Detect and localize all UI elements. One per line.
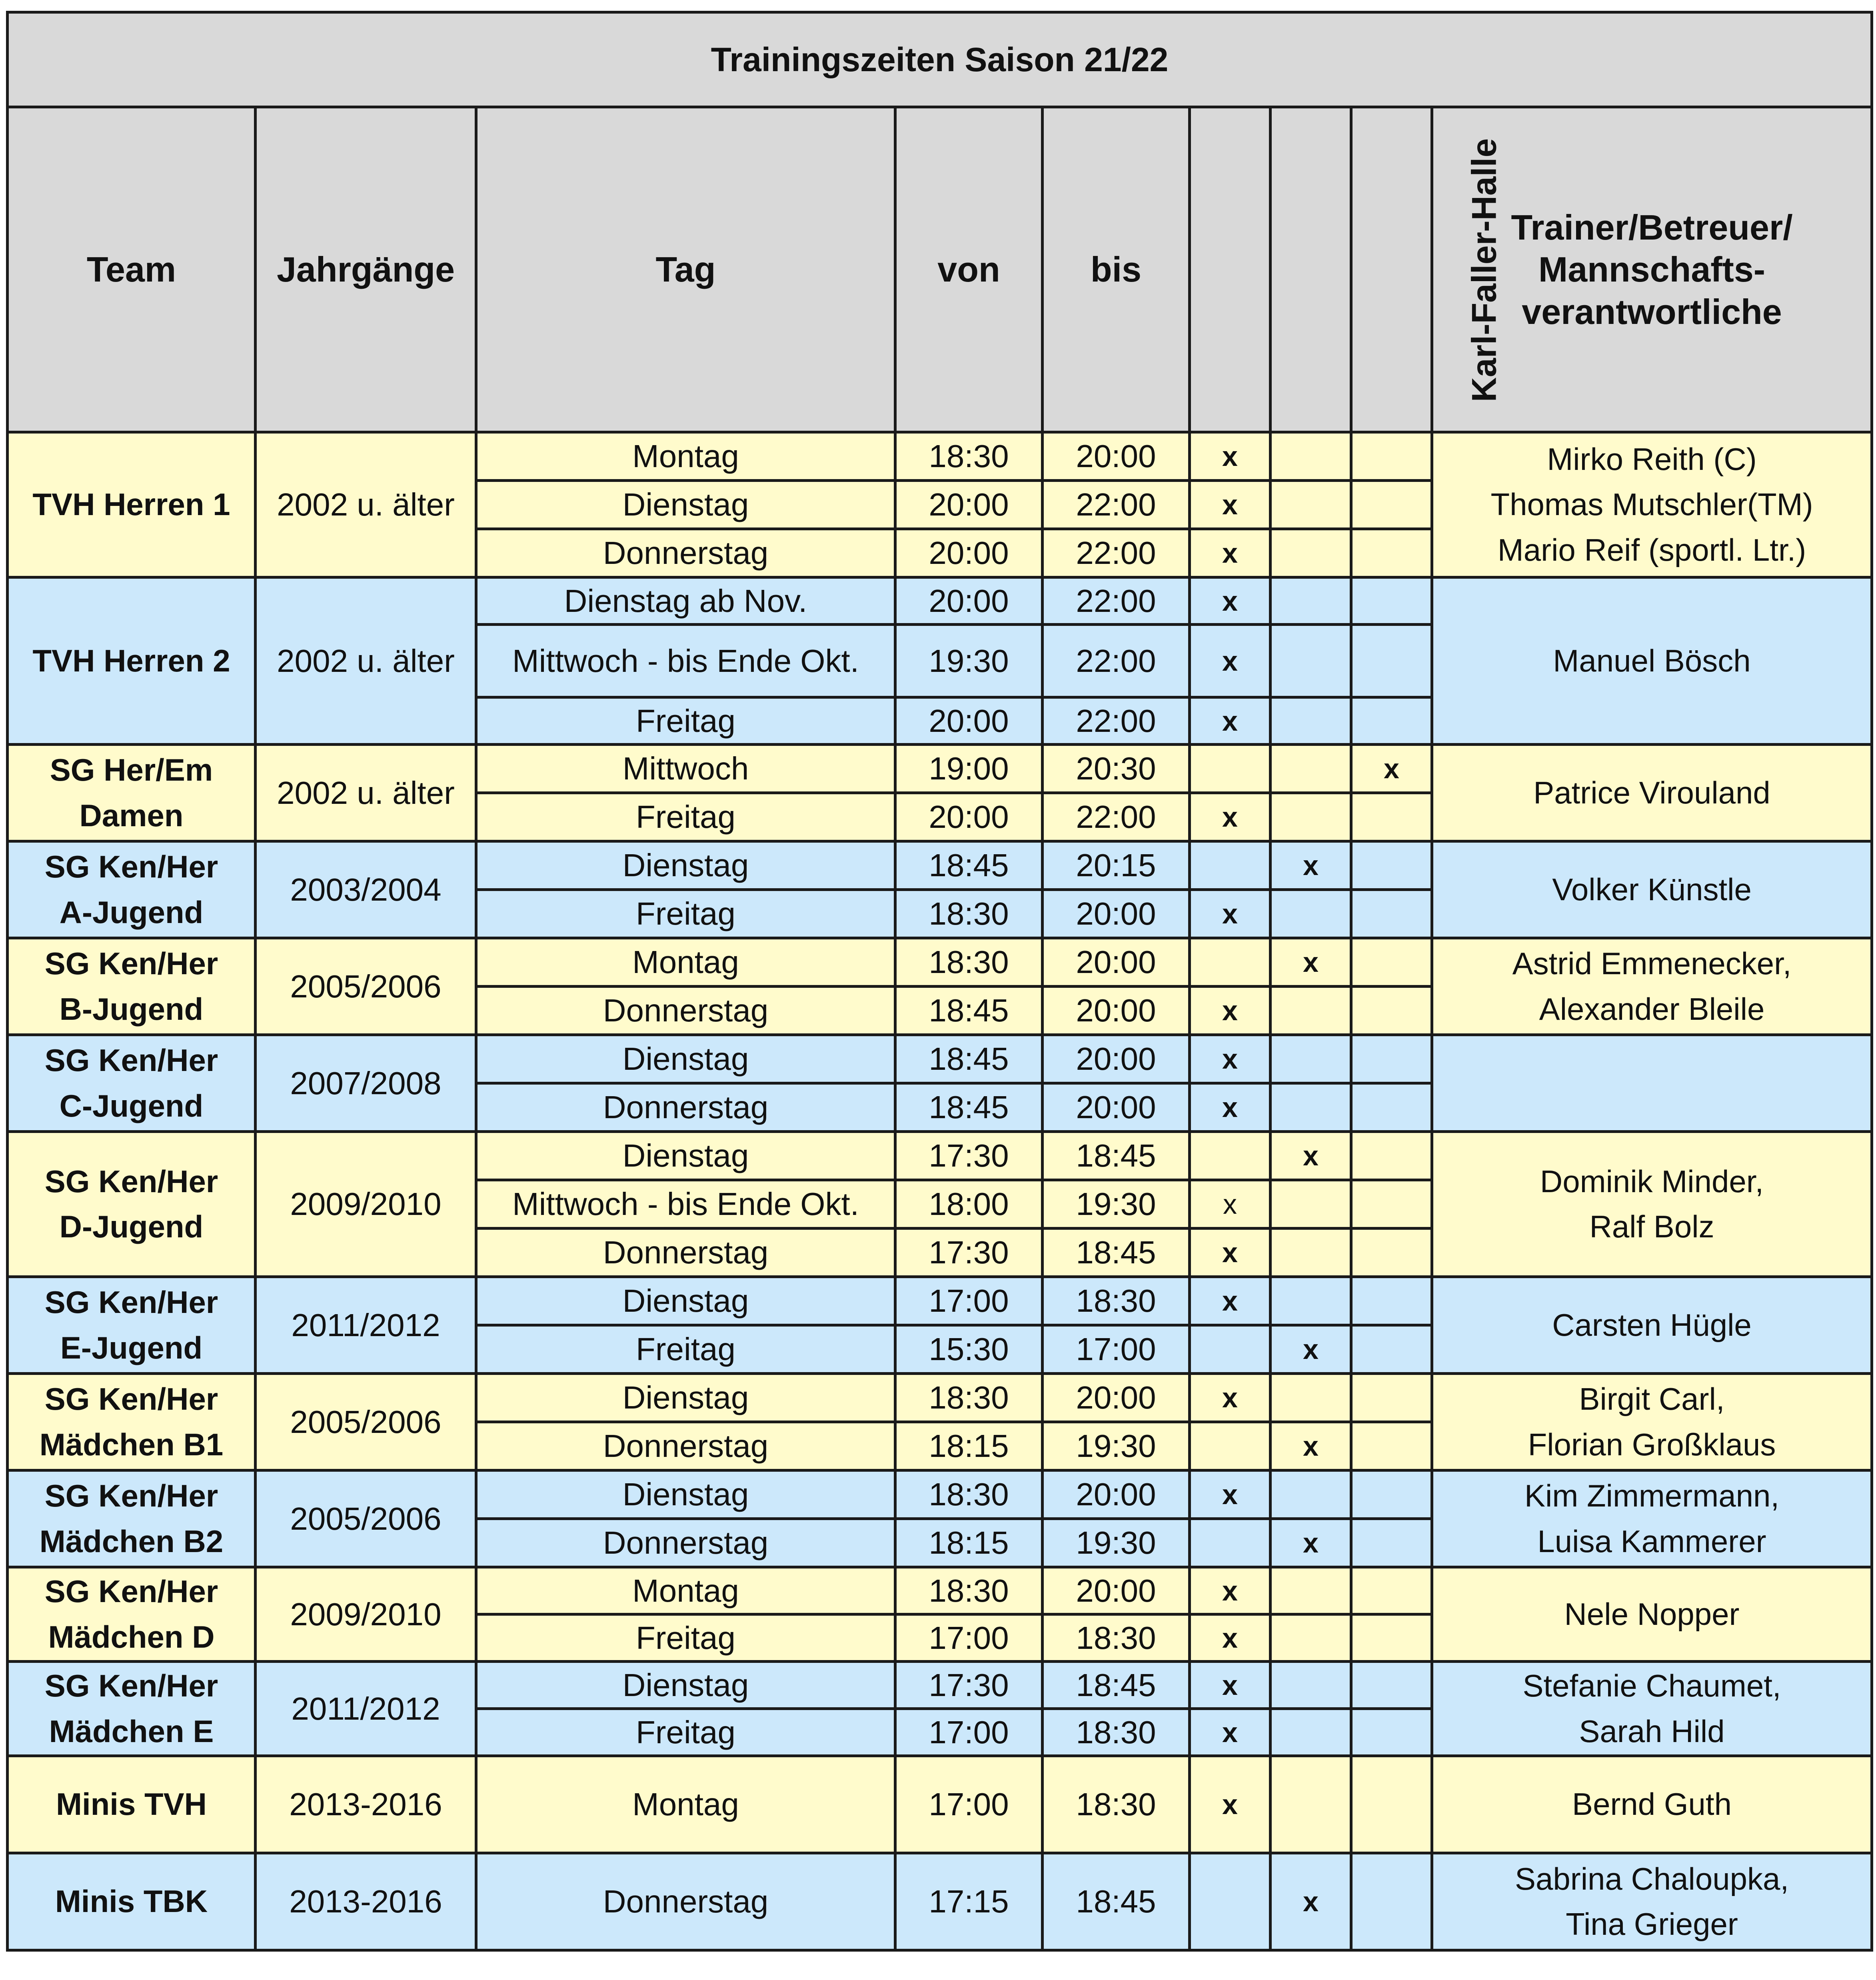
- uesenberhalle-mark: [1271, 1180, 1351, 1229]
- team-cell: [8, 577, 256, 745]
- trainer-cell: [1432, 938, 1872, 1035]
- team-cell: [8, 1853, 256, 1950]
- table-row: [8, 1277, 1872, 1325]
- uesenberhalle-mark: [1271, 1471, 1351, 1519]
- trainer-cell: [1432, 1662, 1872, 1756]
- bis-cell: 18:30: [1043, 1709, 1190, 1756]
- team-cell: [8, 841, 256, 938]
- team-name-line: Damen: [79, 797, 184, 833]
- bis-cell: 18:30: [1043, 1614, 1190, 1662]
- jahrgaenge-cell: 2002 u. älter: [256, 745, 476, 841]
- uesenberhalle-mark: x: [1271, 1422, 1351, 1471]
- team-name-line: D-Jugend: [59, 1209, 204, 1244]
- bis-cell: 19:30: [1043, 1422, 1190, 1471]
- jahrgaenge-cell: 2005/2006: [256, 938, 476, 1035]
- trainer-name-line: Volker Künstle: [1552, 871, 1752, 907]
- tag-cell: Dienstag: [476, 1035, 895, 1083]
- breisgauhalle-mark: x: [1190, 1471, 1271, 1519]
- breisgauhalle-mark: x: [1190, 890, 1271, 938]
- header-halle-breisgauhalle: [1190, 107, 1271, 432]
- uesenberhalle-mark: x: [1271, 1853, 1351, 1950]
- karl-faller-halle-mark: [1351, 1662, 1432, 1709]
- uesenberhalle-mark: [1271, 793, 1351, 841]
- trainer-cell: [1432, 745, 1872, 841]
- team-name-line: SG Ken/Her: [44, 1043, 218, 1078]
- team-name-line: SG Ken/Her: [44, 1668, 218, 1704]
- von-cell: 15:30: [895, 1325, 1043, 1374]
- von-cell: 19:30: [895, 625, 1043, 697]
- bis-cell: 18:30: [1043, 1756, 1190, 1853]
- tag-cell: Mittwoch: [476, 745, 895, 793]
- tag-cell: Freitag: [476, 1325, 895, 1374]
- team-cell: [8, 1567, 256, 1662]
- team-name-line: C-Jugend: [59, 1088, 204, 1123]
- header-team: Team: [8, 107, 256, 432]
- karl-faller-halle-mark: [1351, 1083, 1432, 1132]
- uesenberhalle-mark: [1271, 1229, 1351, 1277]
- bis-cell: 22:00: [1043, 577, 1190, 625]
- table-row: [8, 938, 1872, 987]
- von-cell: 18:30: [895, 890, 1043, 938]
- breisgauhalle-mark: x: [1190, 987, 1271, 1035]
- header-von: von: [895, 107, 1043, 432]
- team-name-line: Mädchen E: [49, 1713, 214, 1749]
- von-cell: 17:00: [895, 1709, 1043, 1756]
- jahrgaenge-cell: 2013-2016: [256, 1853, 476, 1950]
- bis-cell: 20:00: [1043, 938, 1190, 987]
- trainer-name-line: Sarah Hild: [1579, 1713, 1725, 1749]
- von-cell: 17:30: [895, 1229, 1043, 1277]
- von-cell: 18:45: [895, 1035, 1043, 1083]
- von-cell: 20:00: [895, 697, 1043, 745]
- karl-faller-halle-mark: [1351, 625, 1432, 697]
- trainer-name-line: Astrid Emmenecker,: [1512, 946, 1792, 981]
- trainer-name-line: Bernd Guth: [1572, 1786, 1732, 1822]
- breisgauhalle-mark: [1190, 1325, 1271, 1374]
- team-name-line: SG Ken/Her: [44, 1478, 218, 1514]
- tag-cell: Montag: [476, 432, 895, 481]
- team-cell: [8, 1374, 256, 1471]
- team-name-line: TVH Herren 2: [32, 643, 230, 678]
- tag-cell: Dienstag: [476, 1277, 895, 1325]
- team-cell: [8, 938, 256, 1035]
- von-cell: 20:00: [895, 529, 1043, 577]
- trainer-name-line: Stefanie Chaumet,: [1522, 1668, 1781, 1704]
- tag-cell: Donnerstag: [476, 1519, 895, 1567]
- breisgauhalle-mark: x: [1190, 1614, 1271, 1662]
- karl-faller-halle-mark: [1351, 1567, 1432, 1614]
- uesenberhalle-mark: [1271, 745, 1351, 793]
- karl-faller-halle-mark: [1351, 577, 1432, 625]
- von-cell: 20:00: [895, 793, 1043, 841]
- von-cell: 18:30: [895, 1374, 1043, 1422]
- tag-cell: Dienstag: [476, 1132, 895, 1180]
- tag-cell: Donnerstag: [476, 1083, 895, 1132]
- trainer-name-line: Manuel Bösch: [1553, 643, 1751, 678]
- karl-faller-halle-mark: [1351, 481, 1432, 529]
- breisgauhalle-mark: [1190, 1853, 1271, 1950]
- table-row: [8, 1853, 1872, 1950]
- team-cell: [8, 1277, 256, 1374]
- breisgauhalle-mark: [1190, 745, 1271, 793]
- header-halle-label: Karl-Faller-Halle: [1465, 138, 1504, 402]
- trainer-cell: [1432, 1471, 1872, 1567]
- von-cell: 18:45: [895, 987, 1043, 1035]
- trainer-name-line: Dominik Minder,: [1540, 1163, 1764, 1199]
- breisgauhalle-mark: x: [1190, 625, 1271, 697]
- uesenberhalle-mark: [1271, 529, 1351, 577]
- breisgauhalle-mark: x: [1190, 1083, 1271, 1132]
- bis-cell: 20:00: [1043, 1035, 1190, 1083]
- uesenberhalle-mark: [1271, 890, 1351, 938]
- tag-cell: Dienstag: [476, 1374, 895, 1422]
- jahrgaenge-cell: 2009/2010: [256, 1132, 476, 1277]
- von-cell: 18:45: [895, 841, 1043, 890]
- von-cell: 18:30: [895, 938, 1043, 987]
- tag-cell: Dienstag: [476, 481, 895, 529]
- trainer-cell: [1432, 1756, 1872, 1853]
- jahrgaenge-cell: 2005/2006: [256, 1374, 476, 1471]
- von-cell: 18:15: [895, 1519, 1043, 1567]
- jahrgaenge-cell: 2009/2010: [256, 1567, 476, 1662]
- von-cell: 18:45: [895, 1083, 1043, 1132]
- von-cell: 20:00: [895, 577, 1043, 625]
- karl-faller-halle-mark: [1351, 793, 1432, 841]
- bis-cell: 22:00: [1043, 481, 1190, 529]
- tag-cell: Donnerstag: [476, 987, 895, 1035]
- trainer-name-line: Kim Zimmermann,: [1524, 1478, 1780, 1514]
- breisgauhalle-mark: x: [1190, 697, 1271, 745]
- tag-cell: Mittwoch - bis Ende Okt.: [476, 1180, 895, 1229]
- team-name-line: SG Her/Em: [50, 752, 213, 788]
- bis-cell: 18:45: [1043, 1853, 1190, 1950]
- trainer-cell: [1432, 1277, 1872, 1374]
- table-row: [8, 745, 1872, 793]
- jahrgaenge-cell: 2011/2012: [256, 1662, 476, 1756]
- karl-faller-halle-mark: [1351, 1132, 1432, 1180]
- table-row: [8, 1132, 1872, 1180]
- uesenberhalle-mark: x: [1271, 938, 1351, 987]
- tag-cell: Dienstag: [476, 1471, 895, 1519]
- von-cell: 18:30: [895, 1471, 1043, 1519]
- breisgauhalle-mark: [1190, 938, 1271, 987]
- team-cell: [8, 1756, 256, 1853]
- header-jahrgaenge: Jahrgänge: [256, 107, 476, 432]
- table-row: [8, 841, 1872, 890]
- von-cell: 19:00: [895, 745, 1043, 793]
- jahrgaenge-cell: 2005/2006: [256, 1471, 476, 1567]
- uesenberhalle-mark: [1271, 1756, 1351, 1853]
- trainer-name-line: Tina Grieger: [1566, 1906, 1738, 1942]
- table-row: [8, 1374, 1872, 1422]
- team-name-line: A-Jugend: [59, 894, 204, 930]
- team-cell: [8, 1662, 256, 1756]
- table-row: [8, 577, 1872, 625]
- uesenberhalle-mark: [1271, 1277, 1351, 1325]
- trainer-name-line: Ralf Bolz: [1589, 1209, 1714, 1244]
- header-trainer-line: Mannschafts-: [1538, 250, 1766, 290]
- tag-cell: Donnerstag: [476, 1853, 895, 1950]
- header-bis: bis: [1043, 107, 1190, 432]
- trainer-name-line: Florian Großklaus: [1528, 1427, 1776, 1462]
- tag-cell: Donnerstag: [476, 1422, 895, 1471]
- team-name-line: SG Ken/Her: [44, 1163, 218, 1199]
- bis-cell: 20:15: [1043, 841, 1190, 890]
- breisgauhalle-mark: [1190, 1519, 1271, 1567]
- trainer-name-line: Alexander Bleile: [1539, 991, 1765, 1027]
- uesenberhalle-mark: [1271, 625, 1351, 697]
- karl-faller-halle-mark: [1351, 938, 1432, 987]
- karl-faller-halle-mark: [1351, 841, 1432, 890]
- tag-cell: Montag: [476, 1567, 895, 1614]
- von-cell: 20:00: [895, 481, 1043, 529]
- karl-faller-halle-mark: [1351, 1374, 1432, 1422]
- breisgauhalle-mark: x: [1190, 577, 1271, 625]
- team-cell: [8, 432, 256, 577]
- karl-faller-halle-mark: [1351, 1853, 1432, 1950]
- uesenberhalle-mark: x: [1271, 841, 1351, 890]
- trainer-name-line: Sabrina Chaloupka,: [1514, 1861, 1789, 1896]
- karl-faller-halle-mark: [1351, 1277, 1432, 1325]
- header-trainer-line: verantwortliche: [1522, 292, 1782, 332]
- von-cell: 17:30: [895, 1662, 1043, 1709]
- uesenberhalle-mark: x: [1271, 1519, 1351, 1567]
- trainer-name-line: Carsten Hügle: [1552, 1307, 1752, 1343]
- karl-faller-halle-mark: [1351, 1035, 1432, 1083]
- team-name-line: TVH Herren 1: [32, 487, 230, 522]
- karl-faller-halle-mark: [1351, 1180, 1432, 1229]
- team-name-line: Mädchen D: [48, 1619, 215, 1654]
- uesenberhalle-mark: x: [1271, 1132, 1351, 1180]
- tag-cell: Dienstag: [476, 841, 895, 890]
- karl-faller-halle-mark: [1351, 432, 1432, 481]
- bis-cell: 22:00: [1043, 697, 1190, 745]
- uesenberhalle-mark: [1271, 1083, 1351, 1132]
- header-trainer-line: Trainer/Betreuer/: [1511, 207, 1793, 247]
- tag-cell: Montag: [476, 1756, 895, 1853]
- table-row: [8, 1567, 1872, 1614]
- bis-cell: 20:00: [1043, 1567, 1190, 1614]
- breisgauhalle-mark: x: [1190, 1374, 1271, 1422]
- header-tag: Tag: [476, 107, 895, 432]
- tag-cell: Freitag: [476, 1614, 895, 1662]
- tag-cell: Montag: [476, 938, 895, 987]
- breisgauhalle-mark: x: [1190, 432, 1271, 481]
- trainer-name-line: Patrice Virouland: [1533, 775, 1770, 810]
- breisgauhalle-mark: [1190, 1132, 1271, 1180]
- uesenberhalle-mark: [1271, 1709, 1351, 1756]
- breisgauhalle-mark: [1190, 841, 1271, 890]
- table-row: [8, 1756, 1872, 1853]
- trainer-cell: [1432, 1374, 1872, 1471]
- bis-cell: 18:45: [1043, 1132, 1190, 1180]
- breisgauhalle-mark: x: [1190, 1567, 1271, 1614]
- trainer-cell: [1432, 432, 1872, 577]
- uesenberhalle-mark: [1271, 1374, 1351, 1422]
- bis-cell: 20:00: [1043, 987, 1190, 1035]
- von-cell: 18:00: [895, 1180, 1043, 1229]
- team-name-line: Minis TVH: [56, 1786, 207, 1822]
- von-cell: 17:00: [895, 1614, 1043, 1662]
- team-cell: [8, 1035, 256, 1132]
- trainer-cell: [1432, 1035, 1872, 1132]
- breisgauhalle-mark: x: [1190, 1662, 1271, 1709]
- jahrgaenge-cell: 2013-2016: [256, 1756, 476, 1853]
- uesenberhalle-mark: [1271, 987, 1351, 1035]
- karl-faller-halle-mark: x: [1351, 745, 1432, 793]
- trainer-cell: [1432, 577, 1872, 745]
- uesenberhalle-mark: [1271, 577, 1351, 625]
- von-cell: 17:00: [895, 1277, 1043, 1325]
- breisgauhalle-mark: x: [1190, 529, 1271, 577]
- schedule-document: [6, 11, 1870, 1952]
- jahrgaenge-cell: 2007/2008: [256, 1035, 476, 1132]
- uesenberhalle-mark: [1271, 432, 1351, 481]
- table-row: [8, 1662, 1872, 1709]
- von-cell: 18:30: [895, 1567, 1043, 1614]
- uesenberhalle-mark: [1271, 1035, 1351, 1083]
- trainer-name-line: Mario Reif (sportl. Ltr.): [1497, 532, 1806, 567]
- von-cell: 17:00: [895, 1756, 1043, 1853]
- bis-cell: 20:00: [1043, 1471, 1190, 1519]
- tag-cell: Donnerstag: [476, 1229, 895, 1277]
- karl-faller-halle-mark: [1351, 1756, 1432, 1853]
- bis-cell: 18:45: [1043, 1662, 1190, 1709]
- trainer-name-line: Thomas Mutschler(TM): [1490, 487, 1813, 522]
- tag-cell: Freitag: [476, 890, 895, 938]
- team-name-line: SG Ken/Her: [44, 849, 218, 885]
- karl-faller-halle-mark: [1351, 697, 1432, 745]
- tag-cell: Dienstag: [476, 1662, 895, 1709]
- trainer-name-line: Luisa Kammerer: [1537, 1523, 1766, 1559]
- header-halle-uesenberhalle: [1271, 107, 1351, 432]
- team-cell: [8, 745, 256, 841]
- team-name-line: SG Ken/Her: [44, 1285, 218, 1320]
- uesenberhalle-mark: [1271, 1662, 1351, 1709]
- table-row: [8, 432, 1872, 481]
- trainer-name-line: Birgit Carl,: [1579, 1381, 1725, 1417]
- bis-cell: 20:00: [1043, 1374, 1190, 1422]
- trainer-cell: [1432, 1132, 1872, 1277]
- team-name-line: Mädchen B1: [39, 1427, 224, 1462]
- bis-cell: 20:00: [1043, 432, 1190, 481]
- tag-cell: Freitag: [476, 697, 895, 745]
- team-name-line: SG Ken/Her: [44, 1574, 218, 1609]
- bis-cell: 20:30: [1043, 745, 1190, 793]
- team-name-line: E-Jugend: [60, 1330, 203, 1365]
- table-row: [8, 1471, 1872, 1519]
- bis-cell: 22:00: [1043, 529, 1190, 577]
- uesenberhalle-mark: [1271, 1614, 1351, 1662]
- uesenberhalle-mark: [1271, 481, 1351, 529]
- breisgauhalle-mark: x: [1190, 793, 1271, 841]
- bis-cell: 22:00: [1043, 625, 1190, 697]
- table-row: [8, 1035, 1872, 1083]
- bis-cell: 20:00: [1043, 1083, 1190, 1132]
- table-title: Trainingszeiten Saison 21/22: [8, 12, 1872, 107]
- team-name-line: SG Ken/Her: [44, 1381, 218, 1417]
- tag-cell: Freitag: [476, 1709, 895, 1756]
- karl-faller-halle-mark: [1351, 1471, 1432, 1519]
- bis-cell: 18:30: [1043, 1277, 1190, 1325]
- karl-faller-halle-mark: [1351, 1229, 1432, 1277]
- breisgauhalle-mark: x: [1190, 1756, 1271, 1853]
- uesenberhalle-mark: [1271, 1567, 1351, 1614]
- karl-faller-halle-mark: [1351, 1614, 1432, 1662]
- tag-cell: Freitag: [476, 793, 895, 841]
- uesenberhalle-mark: x: [1271, 1325, 1351, 1374]
- karl-faller-halle-mark: [1351, 529, 1432, 577]
- von-cell: 18:30: [895, 432, 1043, 481]
- tag-cell: Donnerstag: [476, 529, 895, 577]
- karl-faller-halle-mark: [1351, 987, 1432, 1035]
- jahrgaenge-cell: 2003/2004: [256, 841, 476, 938]
- breisgauhalle-mark: x: [1190, 1229, 1271, 1277]
- breisgauhalle-mark: x: [1190, 1180, 1271, 1229]
- team-name-line: SG Ken/Her: [44, 946, 218, 981]
- breisgauhalle-mark: x: [1190, 1035, 1271, 1083]
- header-halle-karl-faller-halle: [1351, 107, 1504, 432]
- team-name-line: B-Jugend: [59, 991, 204, 1027]
- bis-cell: 20:00: [1043, 890, 1190, 938]
- karl-faller-halle-mark: [1351, 1325, 1432, 1374]
- von-cell: 17:15: [895, 1853, 1043, 1950]
- team-cell: [8, 1132, 256, 1277]
- breisgauhalle-mark: x: [1190, 1709, 1271, 1756]
- team-name-line: Minis TBK: [55, 1884, 208, 1919]
- trainer-cell: [1432, 1853, 1872, 1950]
- von-cell: 18:15: [895, 1422, 1043, 1471]
- karl-faller-halle-mark: [1351, 1709, 1432, 1756]
- schedule-table: [6, 11, 1873, 1952]
- bis-cell: 19:30: [1043, 1519, 1190, 1567]
- trainer-name-line: Mirko Reith (C): [1547, 442, 1757, 477]
- trainer-name-line: Nele Nopper: [1564, 1596, 1740, 1632]
- bis-cell: 17:00: [1043, 1325, 1190, 1374]
- jahrgaenge-cell: 2011/2012: [256, 1277, 476, 1374]
- von-cell: 17:30: [895, 1132, 1043, 1180]
- jahrgaenge-cell: 2002 u. älter: [256, 432, 476, 577]
- karl-faller-halle-mark: [1351, 890, 1432, 938]
- trainer-cell: [1432, 1567, 1872, 1662]
- uesenberhalle-mark: [1271, 697, 1351, 745]
- karl-faller-halle-mark: [1351, 1519, 1432, 1567]
- tag-cell: Mittwoch - bis Ende Okt.: [476, 625, 895, 697]
- jahrgaenge-cell: 2002 u. älter: [256, 577, 476, 745]
- breisgauhalle-mark: x: [1190, 481, 1271, 529]
- tag-cell: Dienstag ab Nov.: [476, 577, 895, 625]
- breisgauhalle-mark: x: [1190, 1277, 1271, 1325]
- bis-cell: 18:45: [1043, 1229, 1190, 1277]
- team-cell: [8, 1471, 256, 1567]
- breisgauhalle-mark: [1190, 1422, 1271, 1471]
- team-name-line: Mädchen B2: [39, 1523, 224, 1559]
- karl-faller-halle-mark: [1351, 1422, 1432, 1471]
- trainer-cell: [1432, 841, 1872, 938]
- bis-cell: 19:30: [1043, 1180, 1190, 1229]
- bis-cell: 22:00: [1043, 793, 1190, 841]
